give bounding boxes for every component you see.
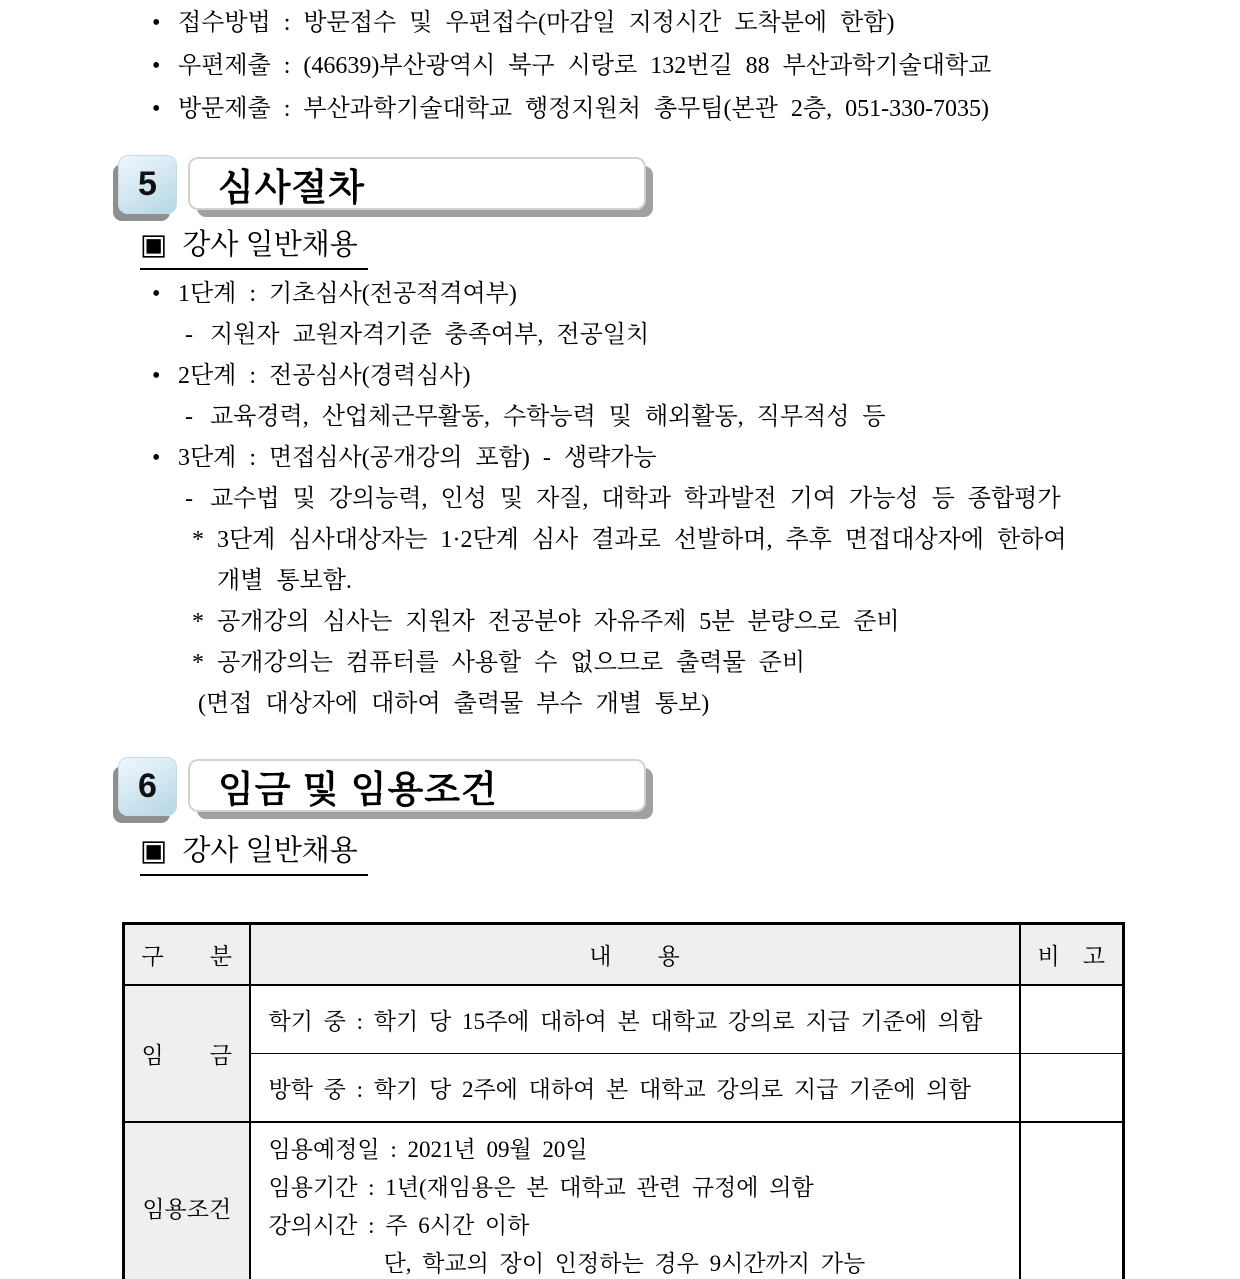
star-marker: * — [192, 650, 204, 676]
section-number: 5 — [138, 165, 157, 203]
wage-semester-cell: 학기 중 : 학기 당 15주에 대하여 본 대학교 강의로 지급 기준에 의함 — [250, 985, 1020, 1054]
intro-bullet-text: 접수방법 : 방문접수 및 우편접수(마감일 지정시간 도착분에 한함) — [178, 10, 895, 36]
list-item — [0, 315, 1067, 356]
table-row — [124, 985, 1124, 1054]
conditions-label-cell: 임용조건 — [124, 1122, 250, 1279]
list-item — [0, 602, 1067, 643]
review-steps-list — [0, 274, 1067, 725]
bullet-icon: • — [152, 445, 161, 471]
section-6-title-bar — [188, 759, 646, 812]
subheading-text: 강사 일반채용 — [182, 835, 358, 867]
condition-line: 임용기간 : 1년(재임용은 본 대학교 관련 규정에 의함 — [268, 1175, 814, 1200]
list-item — [0, 45, 991, 88]
table-row — [124, 1122, 1124, 1279]
section-title: 심사절차 — [218, 166, 365, 208]
wage-conditions-table — [122, 922, 1125, 1279]
list-item — [0, 520, 1067, 561]
conditions-content-cell — [250, 1122, 1020, 1279]
list-item — [0, 479, 1067, 520]
section-5-subheading — [140, 222, 368, 270]
bullet-icon: • — [152, 363, 161, 389]
list-item — [0, 274, 1067, 315]
list-item — [0, 684, 1067, 725]
dash-marker: - — [185, 322, 193, 348]
header-note: 비 고 — [1020, 924, 1124, 986]
list-item — [0, 356, 1067, 397]
item-text: 공개강의 심사는 지원자 전공분야 자유주제 5분 분량으로 준비 — [217, 609, 900, 635]
square-marker-icon: ▣ — [140, 835, 168, 867]
intro-bullet-list — [0, 2, 991, 131]
section-6-subheading — [140, 828, 368, 876]
item-text: 개별 통보함. — [217, 568, 352, 594]
dash-marker: - — [185, 404, 193, 430]
table-header-row — [124, 924, 1124, 986]
list-item — [0, 2, 991, 45]
section-5-title-bar — [188, 157, 646, 210]
note-cell — [1020, 985, 1124, 1054]
item-text: 3단계 심사대상자는 1·2단계 심사 결과로 선발하며, 추후 면접대상자에 한하여 — [217, 527, 1067, 553]
item-text: 2단계 : 전공심사(경력심사) — [178, 363, 471, 389]
subheading-underline — [140, 222, 368, 270]
intro-bullet-text: 방문제출 : 부산과학기술대학교 행정지원처 총무팀(본관 2층, 051-330-7035) — [178, 96, 990, 122]
intro-bullet-text: 우편제출 : (46639)부산광역시 북구 시랑로 132번길 88 부산과학기술대학교 — [178, 53, 992, 79]
item-text: 지원자 교원자격기준 충족여부, 전공일치 — [210, 322, 650, 348]
dash-marker: - — [185, 486, 193, 512]
condition-line: 임용예정일 : 2021년 09월 20일 — [268, 1137, 588, 1162]
section-5-number-badge — [118, 155, 177, 214]
item-text: 교육경력, 산업체근무활동, 수학능력 및 해외활동, 직무적성 등 — [210, 404, 886, 430]
wage-vacation-cell: 방학 중 : 학기 당 2주에 대하여 본 대학교 강의로 지급 기준에 의함 — [250, 1054, 1020, 1123]
table-row — [124, 1054, 1124, 1123]
note-cell — [1020, 1122, 1124, 1279]
star-marker: * — [192, 527, 204, 553]
wage-label-cell: 임 금 — [124, 985, 250, 1122]
list-item — [0, 643, 1067, 684]
condition-line: 단, 학교의 장이 인정하는 경우 9시간까지 가능 — [383, 1251, 866, 1276]
header-category: 구 분 — [124, 924, 250, 986]
list-item — [0, 438, 1067, 479]
list-item — [0, 397, 1067, 438]
note-cell — [1020, 1054, 1124, 1123]
header-content: 내 용 — [250, 924, 1020, 986]
item-text: (면접 대상자에 대하여 출력물 부수 개별 통보) — [198, 691, 710, 717]
item-text: 교수법 및 강의능력, 인성 및 자질, 대학과 학과발전 기여 가능성 등 종합평가 — [210, 486, 1061, 512]
bullet-icon: • — [152, 96, 161, 122]
square-marker-icon: ▣ — [140, 229, 168, 261]
star-marker: * — [192, 609, 204, 635]
bullet-icon: • — [152, 10, 161, 36]
item-text: 1단계 : 기초심사(전공적격여부) — [178, 281, 517, 307]
item-text: 공개강의는 컴퓨터를 사용할 수 없으므로 출력물 준비 — [217, 650, 806, 676]
list-item — [0, 561, 1067, 602]
bullet-icon: • — [152, 53, 161, 79]
list-item — [0, 88, 991, 131]
subheading-text: 강사 일반채용 — [182, 229, 358, 261]
section-title: 임금 및 임용조건 — [218, 768, 498, 810]
bullet-icon: • — [152, 281, 161, 307]
subheading-underline — [140, 828, 368, 876]
section-6-number-badge — [118, 757, 177, 816]
item-text: 3단계 : 면접심사(공개강의 포함) - 생략가능 — [178, 445, 657, 471]
section-number: 6 — [138, 767, 157, 805]
condition-line: 강의시간 : 주 6시간 이하 — [268, 1213, 530, 1238]
